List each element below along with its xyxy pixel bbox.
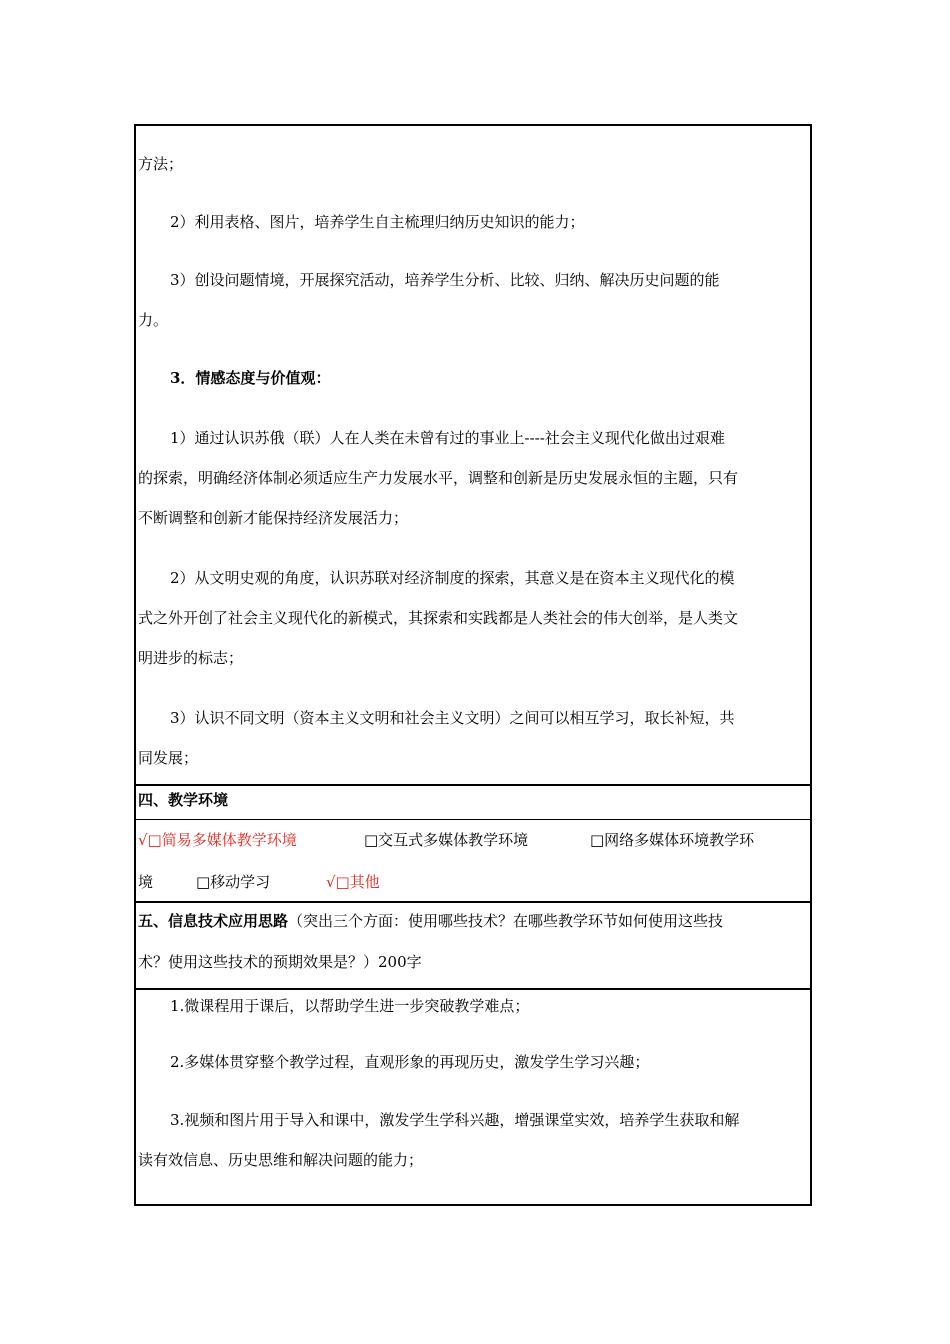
tech-item-1: 1.微课程用于课后，以帮助学生进一步突破教学难点； — [170, 997, 530, 1015]
section5-note-cont: 术？使用这些技术的预期效果是？）200字 — [138, 953, 422, 971]
ability-item-2: 2）利用表格、图片，培养学生自主梳理归纳历史知识的能力； — [170, 213, 585, 231]
emotion-item-1: 1）通过认识苏俄（联）人在人类在未曾有过的事业上----社会主义现代化做出过艰难 — [170, 429, 725, 447]
row-divider — [136, 901, 810, 903]
env-option-mobile-learning[interactable]: □移动学习 — [196, 873, 271, 891]
text-line: 不断调整和创新才能保持经济发展活力； — [138, 509, 409, 527]
text-line: 明进步的标志； — [138, 649, 244, 667]
lesson-plan-table — [134, 124, 812, 1206]
text-line: 同发展； — [138, 749, 199, 767]
text-line: 式之外开创了社会主义现代化的新模式，其探索和实践都是人类社会的伟大创举，是人类文 — [138, 609, 739, 627]
tech-item-2: 2.多媒体贯穿整个教学过程，直观形象的再现历史，激发学生学习兴趣； — [170, 1053, 650, 1071]
env-option-simple-multimedia[interactable]: √□简易多媒体教学环境 — [138, 831, 297, 849]
row-divider — [136, 784, 810, 786]
env-option-other[interactable]: √□其他 — [326, 873, 380, 891]
text-line: 的探索，明确经济体制必须适应生产力发展水平，调整和创新是历史发展永恒的主题，只有 — [138, 469, 739, 487]
emotion-heading: 3．情感态度与价值观： — [170, 369, 331, 387]
row-divider — [136, 819, 810, 820]
ability-item-3: 3）创设问题情境，开展探究活动，培养学生分析、比较、归纳、解决历史问题的能 — [170, 271, 720, 289]
tech-item-3: 3.视频和图片用于导入和课中，激发学生学科兴趣，增强课堂实效，培养学生获取和解 — [170, 1111, 740, 1129]
emotion-item-3: 3）认识不同文明（资本主义文明和社会主义文明）之间可以相互学习，取长补短，共 — [170, 709, 735, 727]
section5-note: （突出三个方面：使用哪些技术？在哪些教学环节如何使用这些技 — [288, 912, 724, 930]
env-option-network-multimedia[interactable]: □网络多媒体环境教学环 — [590, 831, 755, 849]
text-line: 方法； — [138, 155, 184, 173]
row-divider — [136, 988, 810, 990]
env-option-interactive-multimedia[interactable]: □交互式多媒体教学环境 — [364, 831, 529, 849]
section5-heading-line — [138, 911, 723, 931]
emotion-item-2: 2）从文明史观的角度，认识苏联对经济制度的探索，其意义是在资本主义现代化的模 — [170, 569, 735, 587]
text-line: 境 — [138, 873, 154, 891]
section5-heading: 五、信息技术应用思路 — [138, 912, 289, 930]
section4-heading: 四、教学环境 — [138, 791, 229, 809]
text-line: 读有效信息、历史思维和解决问题的能力； — [138, 1151, 424, 1169]
text-line: 力。 — [138, 311, 169, 329]
